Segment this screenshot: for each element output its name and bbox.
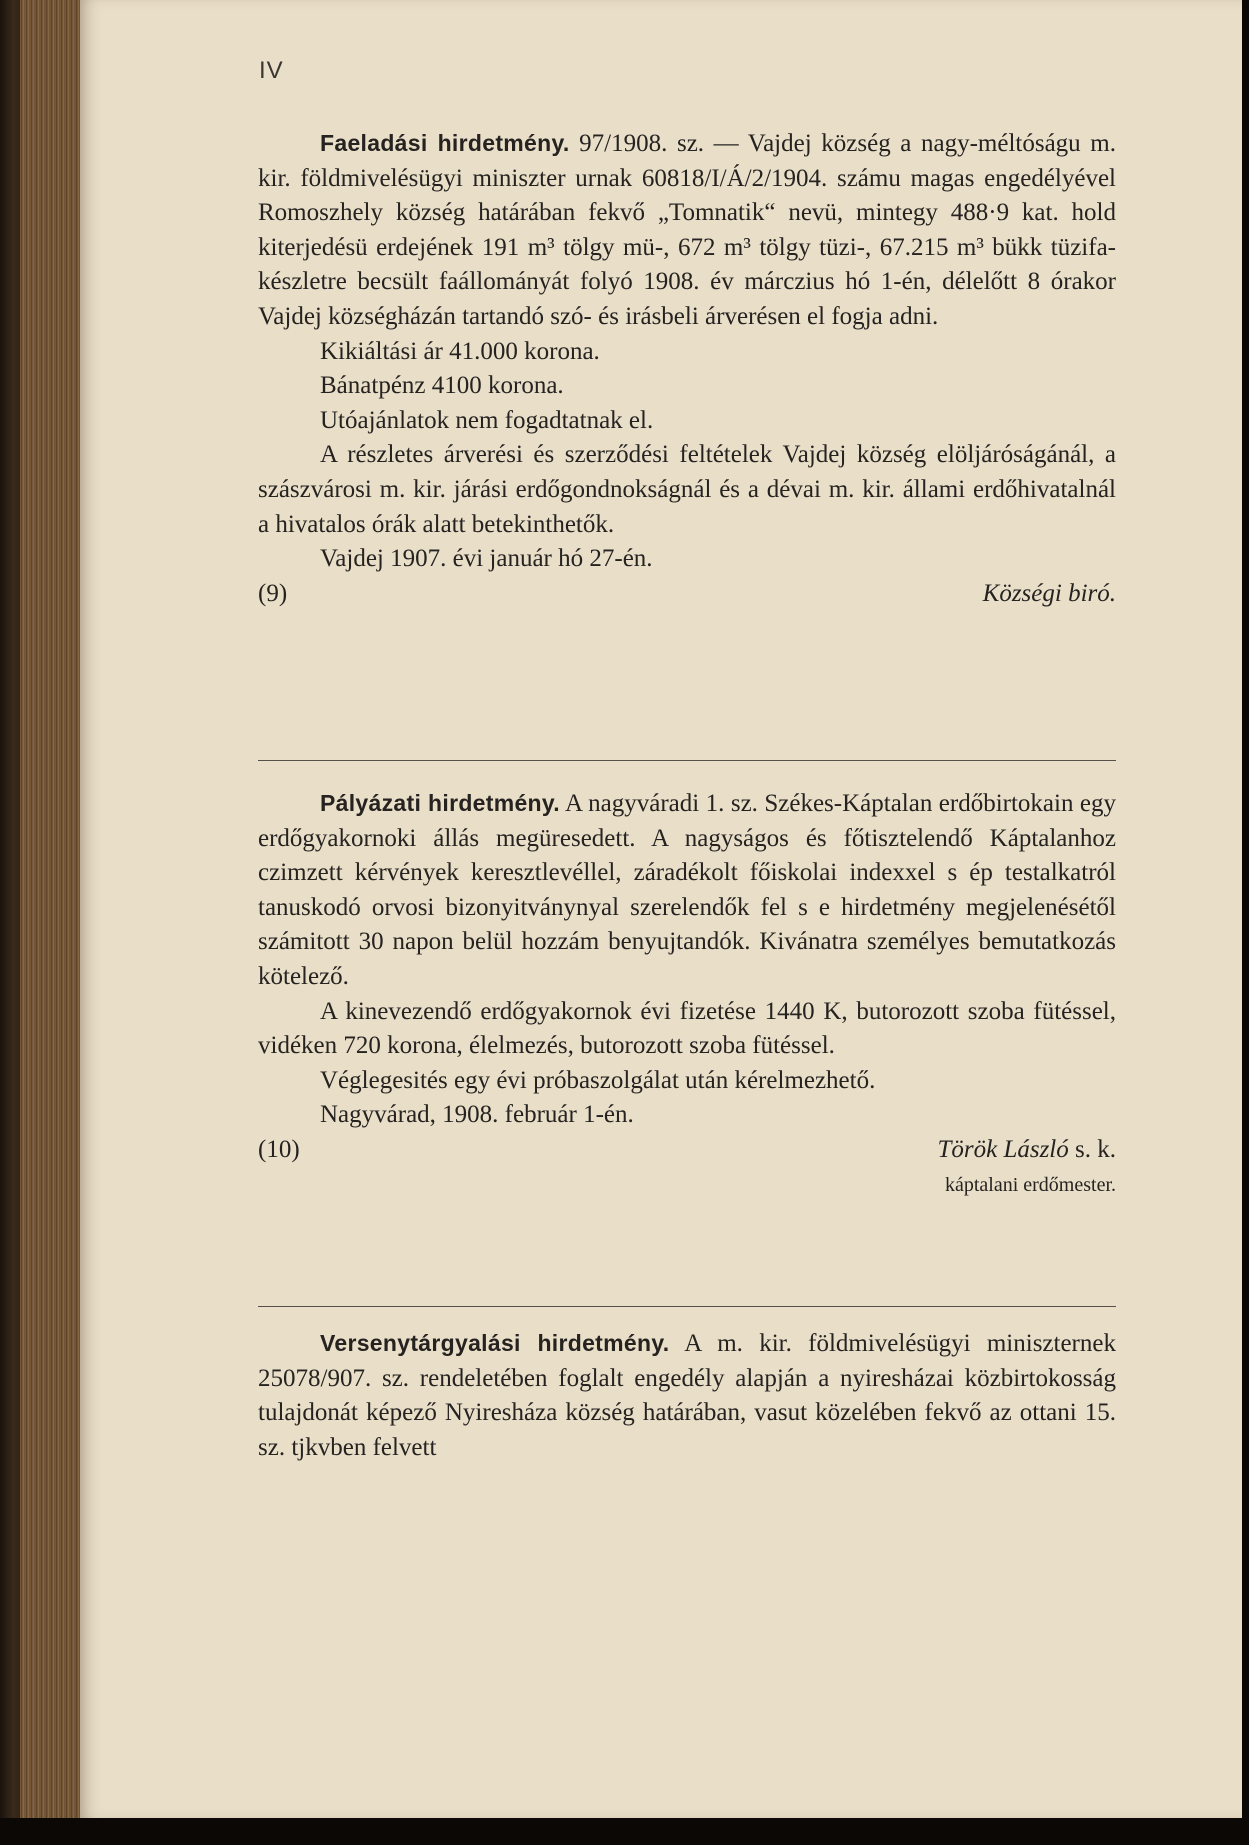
scan-border-bottom <box>0 1818 1249 1845</box>
notice-2-final: Véglegesités egy évi próbaszolgálat után kérelmezhető. <box>320 1066 876 1094</box>
scan-border-right <box>1242 0 1249 1818</box>
divider-2 <box>258 1306 1116 1307</box>
notice-2-place-date: Nagyvárad, 1908. február 1-én. <box>320 1101 634 1129</box>
notice-timber-sale <box>258 126 1116 611</box>
notice-2-intro <box>258 786 1116 995</box>
notice-1-details: A részletes árverési és szerződési feltételek Vajdej község elöljáróságánál, a szászvárosi m. kir. járási erdőgondnokságnál és a dévai m. kir. állami erdőhivatalnál a hivatalos órák alatt betekinthetők. <box>258 441 1116 538</box>
notice-1-heading: Faeladási hirdetmény. <box>320 130 570 156</box>
notice-1-intro <box>258 126 1116 335</box>
notice-tender <box>258 1326 1116 1465</box>
notice-2-signature-suffix: s. k. <box>1068 1135 1116 1163</box>
notice-2-number: (10) <box>258 1135 300 1163</box>
notice-2-signature <box>937 1133 1116 1168</box>
divider-1 <box>258 760 1116 761</box>
page-edges <box>20 0 82 1845</box>
notice-1-signature: Községi biró. <box>982 579 1116 607</box>
notice-1-no-later-offers: Utóajánlatok nem fogadtatnak el. <box>320 406 654 434</box>
notice-2-signature-name: Török László <box>937 1135 1069 1163</box>
notice-1-text: 97/1908. sz. — Vajdej község a nagy-méltóságu m. kir. földmivelésügyi miniszter urnak 60818/I/Á/2/1904. számu magas engedélyével Romoszhely község határában fekvő „Tomnatik“ nevü, mintegy 488·9 kat. hold kiterjedésü erdejének 191 m³ tölgy mü-, 672 m³ tölgy tüzi-, 67.215 m³ bükk tüzifa-készletre becsült faállományát folyó 1908. év márczius hó 1-én, délelőtt 8 órakor Vajdej községházán tartandó szó- és irásbeli árverésen el fogja adni. <box>258 130 1116 330</box>
notice-2-heading: Pályázati hirdetmény. <box>320 790 560 816</box>
notice-3-heading: Versenytárgyalási hirdetmény. <box>320 1330 670 1356</box>
notice-1-deposit: Bánatpénz 4100 korona. <box>320 372 564 400</box>
notice-3-intro <box>258 1326 1116 1465</box>
notice-job-opening <box>258 786 1116 1202</box>
notice-1-place-date: Vajdej 1907. évi január hó 27-én. <box>320 545 653 573</box>
notice-1-sign-row <box>258 577 1116 612</box>
notice-2-signature-title: káptalani erdőmester. <box>944 1173 1116 1196</box>
notice-3-text: A m. kir. földmivelésügyi miniszternek 25078/907. sz. rendeletében foglalt engedély alapján a nyiresházai közbirtokosság tulajdonát képező Nyiresháza község határában, vasut közelében fekvő az ottani 15. sz. tjkvben felvett <box>258 1330 1116 1461</box>
notice-2-text: A nagyváradi 1. sz. Székes-Káptalan erdőbirtokain egy erdőgyakornoki állás megüresedett. A nagyságos és főtisztelendő Káptalanhoz czimzett kérvények keresztlevéllel, záradékolt főiskolai indexxel s ép testalkatról tanuskodó orvosi bizonyitványnyal szerelendők fel s e hirdetmény megjelenésétől számitott 30 napon belül hozzám benyujtandók. Kivánatra személyes bemutatkozás kötelező. <box>258 790 1116 990</box>
notice-1-number: (9) <box>258 579 288 607</box>
notice-2-salary: A kinevezendő erdőgyakornok évi fizetése 1440 K, butorozott szoba fütéssel, vidéken 720 korona, élelmezés, butorozott szoba fütéssel. <box>258 997 1116 1060</box>
notice-2-sign-row <box>258 1133 1116 1168</box>
page-number: IV <box>259 57 284 84</box>
notice-1-price: Kikiáltási ár 41.000 korona. <box>320 337 600 365</box>
